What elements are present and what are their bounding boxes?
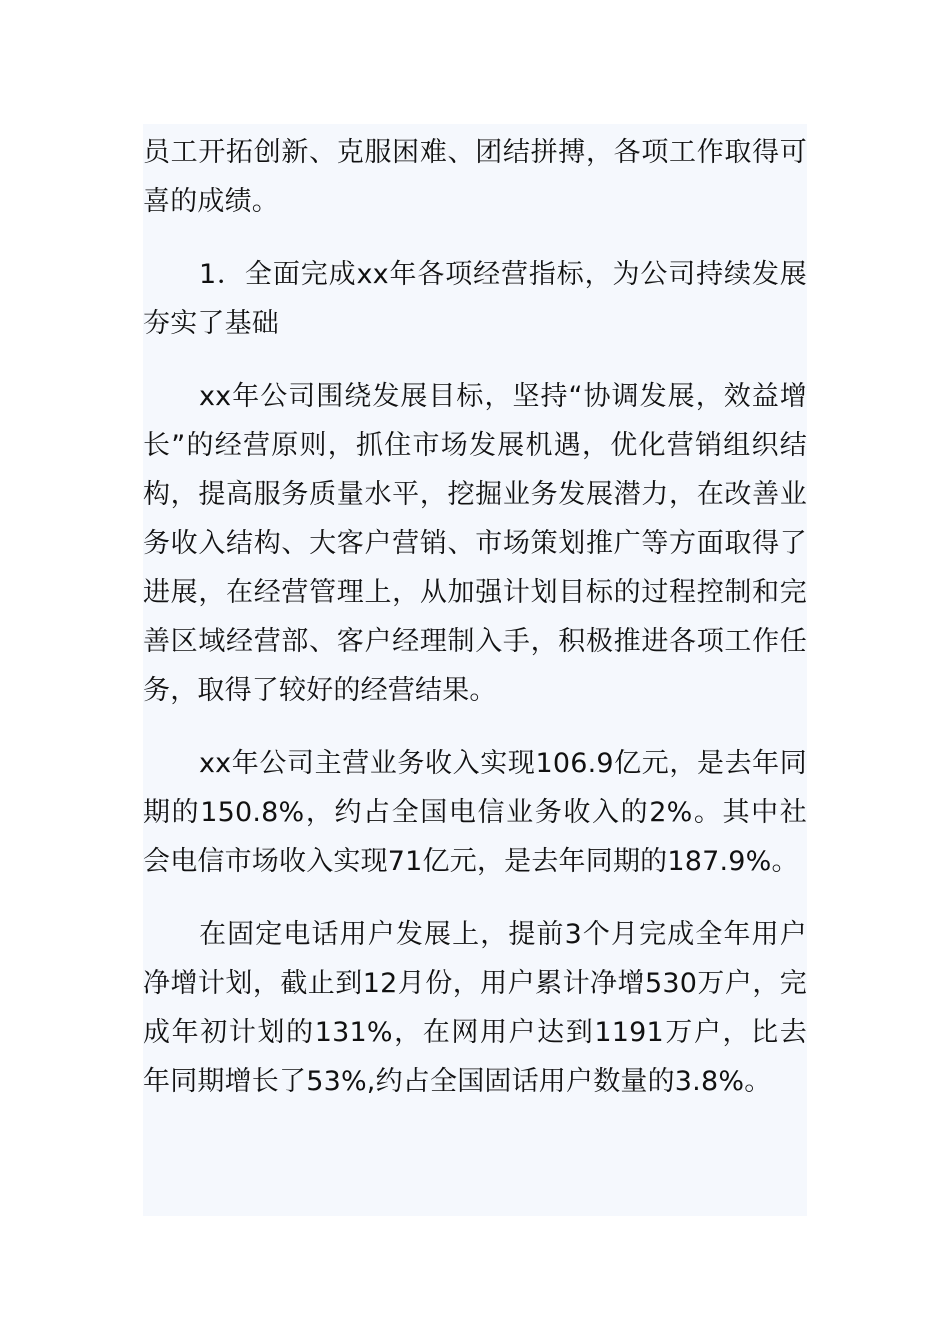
paragraph-fixed-line-users: 在固定电话用户发展上，提前3个月完成全年用户净增计划，截止到12月份，用户累计净增530万户，完成年初计划的131%，在网用户达到1191万户，比去年同期增长了53%,约占全国固话用户数量的3.8%。	[143, 919, 807, 1097]
section-heading: 1．全面完成xx年各项经营指标，为公司持续发展夯实了基础	[143, 259, 807, 339]
paragraph-continuation: 员工开拓创新、克服困难、团结拼搏，各项工作取得可喜的成绩。	[143, 137, 807, 217]
document-body	[143, 128, 807, 1106]
paragraph-revenue: xx年公司主营业务收入实现106.9亿元，是去年同期的150.8%，约占全国电信业务收入的2%。其中社会电信市场收入实现71亿元，是去年同期的187.9%。	[143, 748, 807, 877]
paragraph-operations: xx年公司围绕发展目标，坚持“协调发展，效益增长”的经营原则，抓住市场发展机遇，优化营销组织结构，提高服务质量水平，挖掘业务发展潜力，在改善业务收入结构、大客户营销、市场策划推广等方面取得了进展，在经营管理上，从加强计划目标的过程控制和完善区域经营部、客户经理制入手，积极推进各项工作任务，取得了较好的经营结果。	[143, 381, 807, 706]
